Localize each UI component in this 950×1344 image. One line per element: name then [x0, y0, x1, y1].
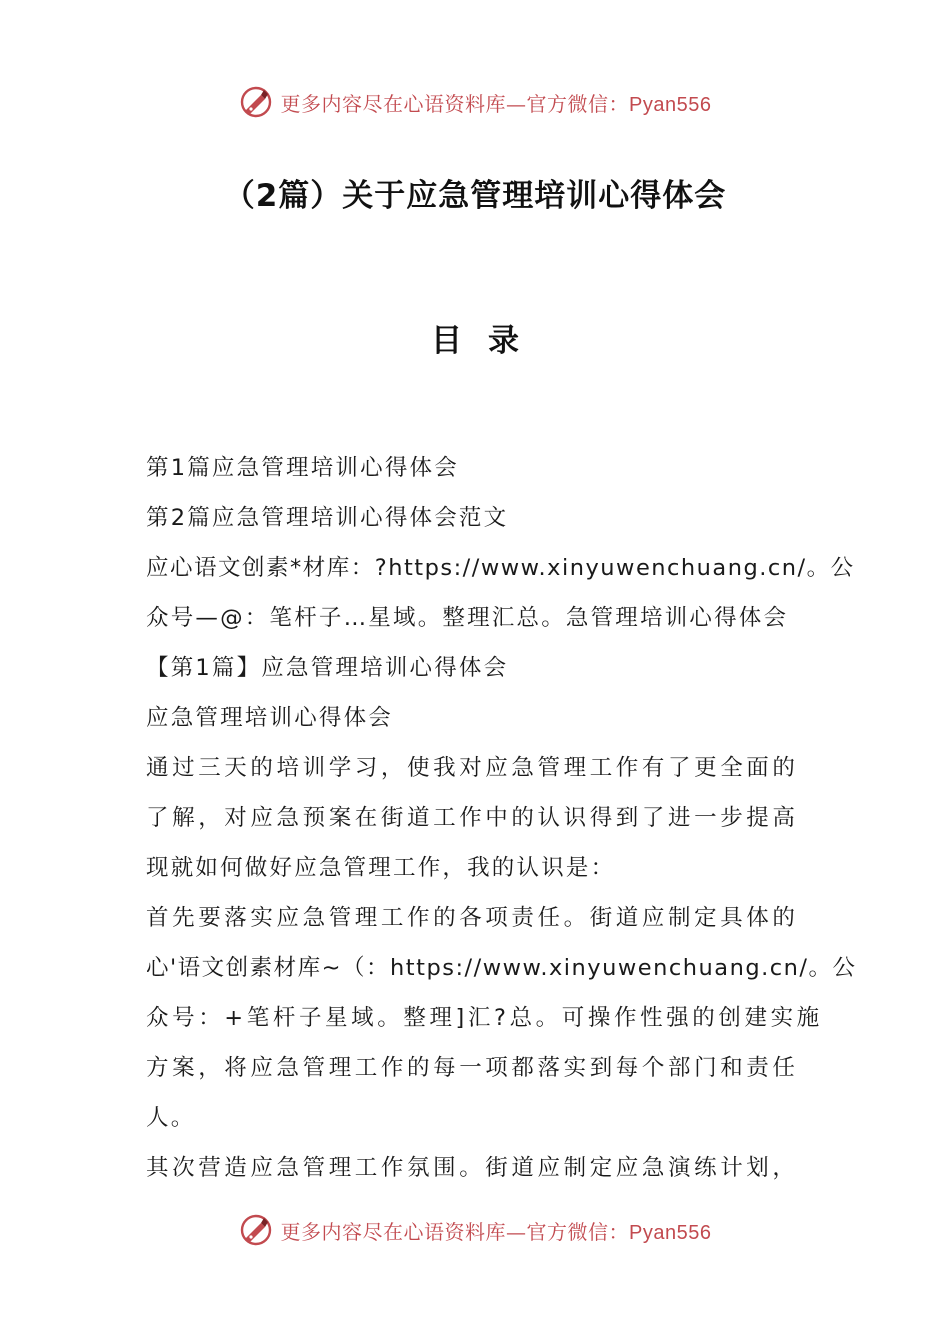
document-body: [146, 443, 857, 1193]
header-banner-wechat: Pyan556: [629, 93, 712, 116]
section-subtitle: 应急管理培训心得体会: [146, 705, 394, 731]
toc-item-1: 第1篇应急管理培训心得体会: [146, 455, 459, 481]
body-line: 众号：+笔杆子星域。整理]汇?总。可操作性强的创建实施: [146, 1005, 823, 1031]
toc-item-2: 第2篇应急管理培训心得体会范文: [146, 505, 509, 531]
toc-heading: 目录: [431, 323, 545, 359]
body-line: 心'语文创素材库~（：https://www.xinyuwenchuang.cn/。公: [146, 955, 857, 981]
document-title: （2篇）关于应急管理培训心得体会: [223, 178, 727, 214]
body-line: 其次营造应急管理工作氛围。街道应制定应急演练计划，: [146, 1155, 799, 1181]
pen-circle-logo-icon: [239, 85, 273, 119]
body-line: 应心语文创素*材库：?https://www.xinyuwenchuang.cn/。公: [146, 555, 855, 581]
footer-banner-wechat: Pyan556: [629, 1221, 712, 1244]
body-line: 通过三天的培训学习，使我对应急管理工作有了更全面的: [146, 755, 799, 781]
body-line: 了解，对应急预案在街道工作中的认识得到了进一步提高: [146, 805, 799, 831]
header-banner: [0, 80, 950, 124]
footer-banner: [0, 1208, 950, 1252]
body-line: 现就如何做好应急管理工作，我的认识是：: [146, 855, 616, 881]
section-heading: 【第1篇】应急管理培训心得体会: [146, 655, 509, 681]
pen-circle-logo-icon: [239, 1213, 273, 1247]
body-line: 众号—@：笔杆子…星域。整理汇总。急管理培训心得体会: [146, 605, 789, 631]
body-line: 首先要落实应急管理工作的各项责任。街道应制定具体的: [146, 905, 799, 931]
body-line: 方案，将应急管理工作的每一项都落实到每个部门和责任: [146, 1055, 799, 1081]
header-banner-text: 更多内容尽在心语资料库—官方微信：Pyan556: [280, 91, 712, 116]
footer-banner-text: 更多内容尽在心语资料库—官方微信：Pyan556: [280, 1219, 712, 1244]
body-line: 人。: [146, 1105, 196, 1131]
